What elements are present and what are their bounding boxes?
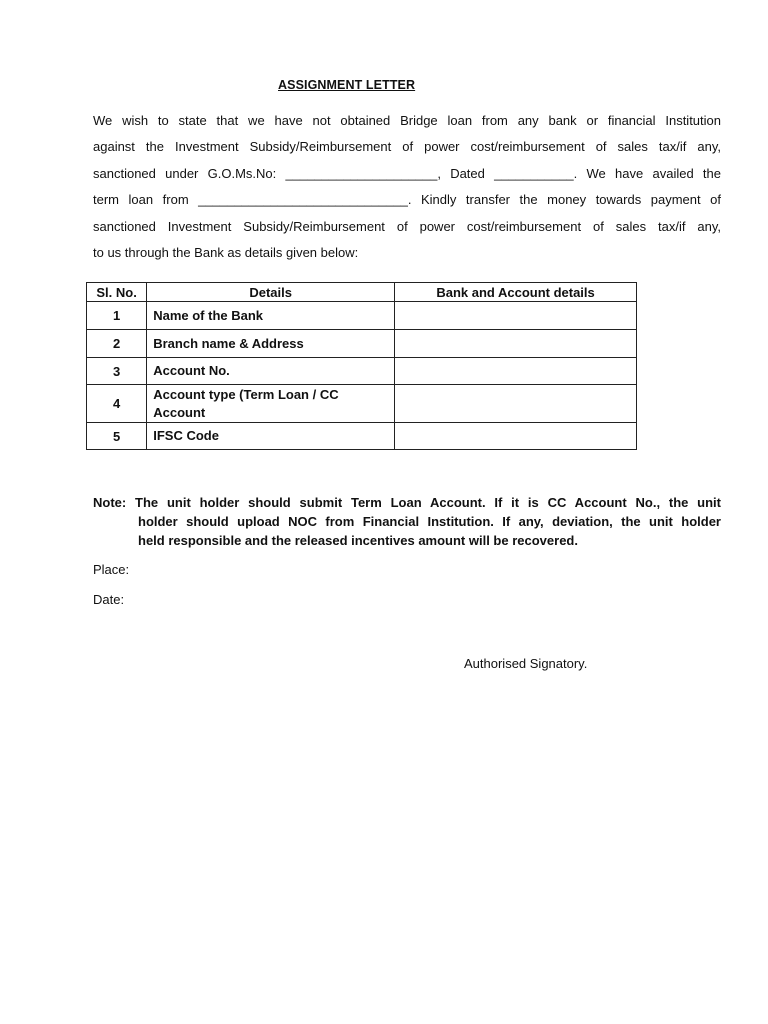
paragraph-line: term loan from _____________________________. Kindly transfer the money towards payment of <box>93 192 721 208</box>
row-value-cell <box>395 302 637 330</box>
row-detail: IFSC Code <box>147 423 395 450</box>
row-value-cell <box>395 358 637 385</box>
header-sl-no: Sl. No. <box>87 283 147 302</box>
row-detail: Account type (Term Loan / CC Account <box>147 385 395 423</box>
note-line: holder should upload NOC from Financial Institution. If any, deviation, the unit holder <box>138 514 721 529</box>
body-paragraph <box>93 108 721 266</box>
paragraph-line: We wish to state that we have not obtained Bridge loan from any bank or financial Institution <box>93 113 721 128</box>
row-sl-no: 4 <box>87 385 147 423</box>
date-label: Date: <box>93 592 125 607</box>
paragraph-line: sanctioned under G.O.Ms.No: _____________________, Dated ___________. We have availed the <box>93 165 721 181</box>
row-detail: Account No. <box>147 358 395 385</box>
table-row <box>87 330 637 358</box>
header-bank-account-details: Bank and Account details <box>395 283 637 302</box>
row-detail: Name of the Bank <box>147 302 395 330</box>
paragraph-line: to us through the Bank as details given below: <box>93 244 359 260</box>
document-title: ASSIGNMENT LETTER <box>278 78 416 92</box>
place-label: Place: <box>93 562 130 577</box>
row-value-cell <box>395 385 637 423</box>
paragraph-line: against the Investment Subsidy/Reimbursement of power cost/reimbursement of sales tax/if any, <box>93 139 721 155</box>
row-sl-no: 5 <box>87 423 147 450</box>
row-detail: Branch name & Address <box>147 330 395 358</box>
row-value-cell <box>395 423 637 450</box>
table-row <box>87 302 637 330</box>
header-details: Details <box>147 283 395 302</box>
table-row <box>87 358 637 385</box>
table-row <box>87 423 637 450</box>
table-header-row <box>87 283 637 302</box>
row-value-cell <box>395 330 637 358</box>
note-block <box>93 493 721 550</box>
authorised-signatory: Authorised Signatory. <box>464 656 588 671</box>
note-line: Note: The unit holder should submit Term Loan Account. If it is CC Account No., the unit <box>93 495 721 510</box>
row-sl-no: 3 <box>87 358 147 385</box>
paragraph-line: sanctioned Investment Subsidy/Reimbursement of power cost/reimbursement of sales tax/if any, <box>93 218 721 234</box>
bank-details-table <box>86 282 637 450</box>
row-sl-no: 2 <box>87 330 147 358</box>
table-row <box>87 385 637 423</box>
row-sl-no: 1 <box>87 302 147 330</box>
note-line: held responsible and the released incentives amount will be recovered. <box>138 533 578 548</box>
